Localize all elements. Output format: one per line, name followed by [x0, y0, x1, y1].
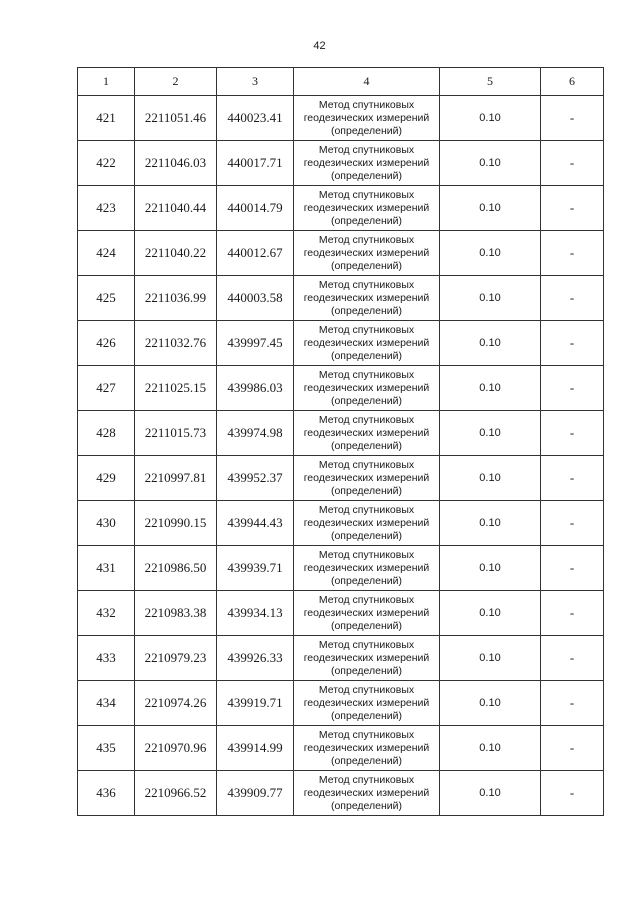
note-cell: - [541, 771, 604, 816]
coordinate-y: 440003.58 [217, 276, 294, 321]
coordinate-x: 2211051.46 [135, 96, 217, 141]
coordinate-x: 2210974.26 [135, 681, 217, 726]
point-number: 434 [78, 681, 135, 726]
coordinates-table [77, 67, 604, 816]
table-row [78, 231, 604, 276]
point-number: 435 [78, 726, 135, 771]
coordinate-y: 439986.03 [217, 366, 294, 411]
column-header-5: 5 [440, 68, 541, 96]
header-row [78, 68, 604, 96]
note-cell: - [541, 276, 604, 321]
method-cell: Метод спутниковых геодезических измерений (определений) [294, 411, 440, 456]
precision-cell: 0.10 [440, 141, 541, 186]
method-cell: Метод спутниковых геодезических измерений (определений) [294, 636, 440, 681]
coordinate-x: 2210970.96 [135, 726, 217, 771]
coordinate-y: 439974.98 [217, 411, 294, 456]
point-number: 425 [78, 276, 135, 321]
coordinate-y: 439952.37 [217, 456, 294, 501]
point-number: 431 [78, 546, 135, 591]
coordinate-y: 439919.71 [217, 681, 294, 726]
precision-cell: 0.10 [440, 501, 541, 546]
note-cell: - [541, 96, 604, 141]
column-header-1: 1 [78, 68, 135, 96]
point-number: 427 [78, 366, 135, 411]
coordinate-x: 2210986.50 [135, 546, 217, 591]
method-cell: Метод спутниковых геодезических измерений (определений) [294, 96, 440, 141]
note-cell: - [541, 501, 604, 546]
point-number: 422 [78, 141, 135, 186]
precision-cell: 0.10 [440, 366, 541, 411]
note-cell: - [541, 321, 604, 366]
coordinate-y: 440014.79 [217, 186, 294, 231]
table-row [78, 771, 604, 816]
method-cell: Метод спутниковых геодезических измерений (определений) [294, 231, 440, 276]
precision-cell: 0.10 [440, 456, 541, 501]
precision-cell: 0.10 [440, 681, 541, 726]
precision-cell: 0.10 [440, 726, 541, 771]
coordinate-y: 440017.71 [217, 141, 294, 186]
point-number: 436 [78, 771, 135, 816]
coordinate-y: 439939.71 [217, 546, 294, 591]
column-header-2: 2 [135, 68, 217, 96]
coordinate-x: 2210983.38 [135, 591, 217, 636]
table-row [78, 591, 604, 636]
note-cell: - [541, 141, 604, 186]
coordinate-x: 2211036.99 [135, 276, 217, 321]
note-cell: - [541, 411, 604, 456]
note-cell: - [541, 546, 604, 591]
table-row [78, 321, 604, 366]
precision-cell: 0.10 [440, 546, 541, 591]
method-cell: Метод спутниковых геодезических измерений (определений) [294, 681, 440, 726]
method-cell: Метод спутниковых геодезических измерений (определений) [294, 726, 440, 771]
coordinate-y: 439934.13 [217, 591, 294, 636]
point-number: 429 [78, 456, 135, 501]
note-cell: - [541, 186, 604, 231]
table-row [78, 681, 604, 726]
coordinate-x: 2211046.03 [135, 141, 217, 186]
coordinate-y: 439926.33 [217, 636, 294, 681]
method-cell: Метод спутниковых геодезических измерений (определений) [294, 771, 440, 816]
column-header-4: 4 [294, 68, 440, 96]
coordinate-x: 2210966.52 [135, 771, 217, 816]
point-number: 426 [78, 321, 135, 366]
method-cell: Метод спутниковых геодезических измерений (определений) [294, 501, 440, 546]
coordinate-x: 2210997.81 [135, 456, 217, 501]
coordinate-y: 439909.77 [217, 771, 294, 816]
precision-cell: 0.10 [440, 96, 541, 141]
precision-cell: 0.10 [440, 231, 541, 276]
note-cell: - [541, 231, 604, 276]
note-cell: - [541, 681, 604, 726]
table-row [78, 366, 604, 411]
column-header-3: 3 [217, 68, 294, 96]
precision-cell: 0.10 [440, 591, 541, 636]
point-number: 424 [78, 231, 135, 276]
method-cell: Метод спутниковых геодезических измерений (определений) [294, 186, 440, 231]
precision-cell: 0.10 [440, 276, 541, 321]
method-cell: Метод спутниковых геодезических измерений (определений) [294, 546, 440, 591]
precision-cell: 0.10 [440, 321, 541, 366]
note-cell: - [541, 456, 604, 501]
coordinate-x: 2211032.76 [135, 321, 217, 366]
table-row [78, 546, 604, 591]
table-row [78, 141, 604, 186]
precision-cell: 0.10 [440, 771, 541, 816]
coordinate-x: 2211015.73 [135, 411, 217, 456]
table-row [78, 411, 604, 456]
table-row [78, 456, 604, 501]
coordinate-y: 439997.45 [217, 321, 294, 366]
note-cell: - [541, 726, 604, 771]
point-number: 433 [78, 636, 135, 681]
method-cell: Метод спутниковых геодезических измерений (определений) [294, 276, 440, 321]
point-number: 421 [78, 96, 135, 141]
precision-cell: 0.10 [440, 186, 541, 231]
coordinate-x: 2211040.22 [135, 231, 217, 276]
column-header-6: 6 [541, 68, 604, 96]
table-row [78, 501, 604, 546]
coordinate-x: 2211025.15 [135, 366, 217, 411]
coordinate-y: 439944.43 [217, 501, 294, 546]
point-number: 430 [78, 501, 135, 546]
method-cell: Метод спутниковых геодезических измерений (определений) [294, 456, 440, 501]
table-row [78, 96, 604, 141]
point-number: 423 [78, 186, 135, 231]
point-number: 432 [78, 591, 135, 636]
point-number: 428 [78, 411, 135, 456]
method-cell: Метод спутниковых геодезических измерений (определений) [294, 591, 440, 636]
method-cell: Метод спутниковых геодезических измерений (определений) [294, 366, 440, 411]
method-cell: Метод спутниковых геодезических измерений (определений) [294, 141, 440, 186]
table-row [78, 636, 604, 681]
coordinate-y: 440023.41 [217, 96, 294, 141]
precision-cell: 0.10 [440, 411, 541, 456]
method-cell: Метод спутниковых геодезических измерений (определений) [294, 321, 440, 366]
note-cell: - [541, 591, 604, 636]
table-row [78, 726, 604, 771]
table-row [78, 276, 604, 321]
note-cell: - [541, 366, 604, 411]
coordinate-y: 439914.99 [217, 726, 294, 771]
coordinate-x: 2210979.23 [135, 636, 217, 681]
coordinate-x: 2210990.15 [135, 501, 217, 546]
coordinate-x: 2211040.44 [135, 186, 217, 231]
table-row [78, 186, 604, 231]
note-cell: - [541, 636, 604, 681]
coordinate-y: 440012.67 [217, 231, 294, 276]
page-number: 42 [313, 40, 326, 52]
precision-cell: 0.10 [440, 636, 541, 681]
